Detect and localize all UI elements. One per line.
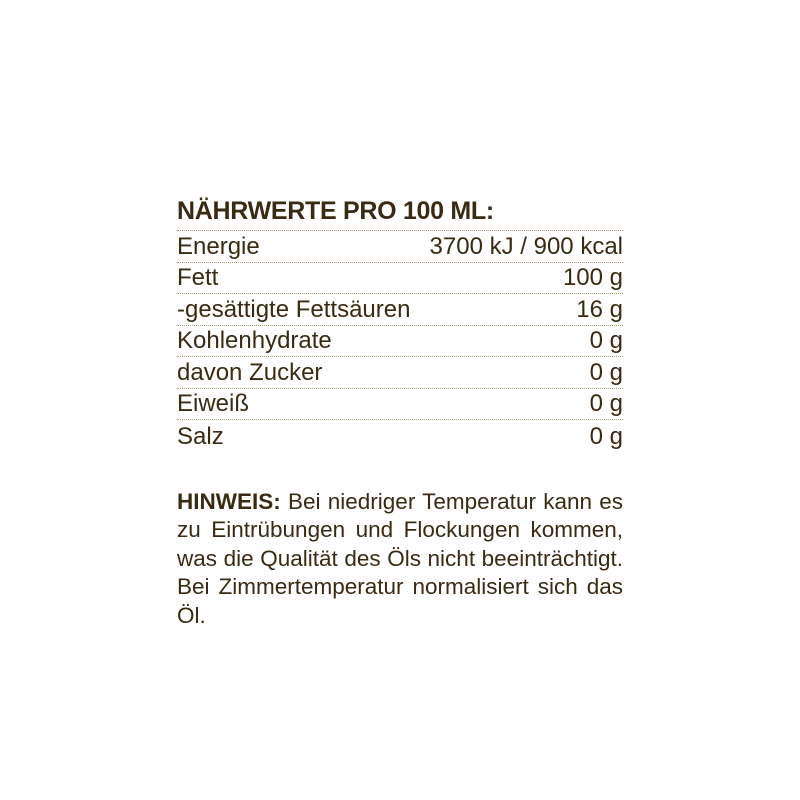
- nutrition-title: NÄHRWERTE PRO 100 ML:: [177, 196, 623, 231]
- nutrition-panel: [177, 196, 623, 653]
- row-value: 16 g: [576, 295, 623, 323]
- row-value: 0 g: [589, 390, 623, 417]
- nutrition-row-kohlenhydrate: [177, 326, 623, 358]
- row-label: -gesättigte Fettsäuren: [177, 295, 411, 323]
- row-label: Fett: [177, 264, 219, 291]
- row-value: 3700 kJ / 900 kcal: [429, 232, 623, 260]
- nutrition-row-fett: [177, 263, 623, 295]
- nutrition-row-zucker: [177, 357, 623, 389]
- row-value: 0 g: [589, 422, 623, 450]
- row-label: Eiweiß: [177, 390, 250, 417]
- row-label: Energie: [177, 232, 260, 260]
- nutrition-table: [177, 231, 623, 452]
- note-text: Bei niedriger Temperatur kann es zu Eintrübungen und Flockungen kommen, was die Qualität des Öls nicht beeinträchtigt. Bei Zimmertemperatur normalisiert sich das Öl.: [177, 488, 623, 628]
- nutrition-row-eiweiss: [177, 389, 623, 421]
- row-value: 0 g: [589, 358, 623, 386]
- storage-note: [177, 488, 623, 631]
- row-label: Kohlenhydrate: [177, 327, 332, 354]
- nutrition-row-salz: [177, 420, 623, 452]
- nutrition-row-gesaettigte-fettsaeuren: [177, 294, 623, 326]
- row-value: 100 g: [562, 264, 623, 291]
- note-label: HINWEIS:: [177, 488, 281, 514]
- row-label: Salz: [177, 422, 224, 450]
- row-value: 0 g: [589, 327, 623, 354]
- nutrition-row-energie: [177, 231, 623, 263]
- row-label: davon Zucker: [177, 358, 323, 386]
